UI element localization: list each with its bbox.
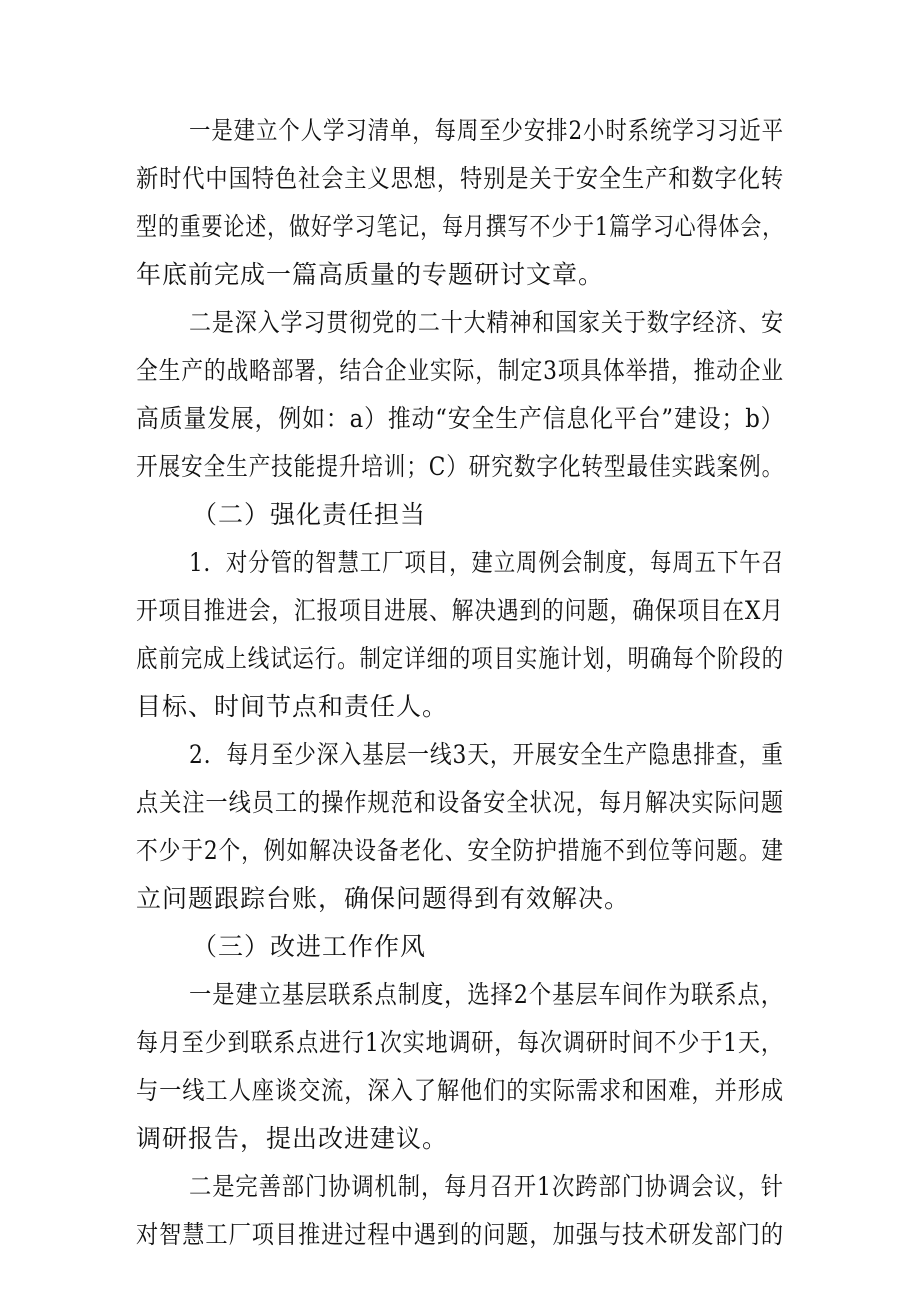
text-line: 年底前完成一篇高质量的专题研讨文章。 xyxy=(136,260,605,289)
text-line: 1．对分管的智慧工厂项目，建立周例会制度，每周五下午召 xyxy=(189,548,784,577)
text-line: 调研报告，提出改进建议。 xyxy=(136,1124,449,1153)
text-line: 二是深入学习贯彻党的二十大精神和国家关于数字经济、安 xyxy=(189,308,785,337)
text-line: 开项目推进会，汇报项目进展、解决遇到的问题，确保项目在X月 xyxy=(136,596,784,625)
text-line: 型的重要论述，做好学习笔记，每月撰写不少于1篇学习心得体会， xyxy=(136,212,784,241)
text-line: 每月至少到联系点进行1次实地调研，每次调研时间不少于1天， xyxy=(136,1028,784,1057)
text-line: 底前完成上线试运行。制定详细的项目实施计划，明确每个阶段的 xyxy=(136,644,785,673)
text-line: 开展安全生产技能提升培训；C）研究数字化转型最佳实践案例。 xyxy=(136,452,785,481)
text-line: 与一线工人座谈交流，深入了解他们的实际需求和困难，并形成 xyxy=(136,1076,785,1105)
text-line: 目标、时间节点和责任人。 xyxy=(136,692,449,721)
text-line: 不少于2个，例如解决设备老化、安全防护措施不到位等问题。建 xyxy=(136,836,784,865)
text-line: 一是建立基层联系点制度，选择2个基层车间作为联系点， xyxy=(189,980,784,1009)
text-line: 点关注一线员工的操作规范和设备安全状况，每月解决实际问题 xyxy=(136,788,785,817)
text-line: 高质量发展，例如：a）推动“安全生产信息化平台”建设；b） xyxy=(136,404,785,433)
section-heading-work-style: （三）改进工作作风 xyxy=(192,932,427,961)
text-line: 全生产的战略部署，结合企业实际，制定3项具体举措，推动企业 xyxy=(136,356,784,385)
text-line: 一是建立个人学习清单，每周至少安排2小时系统学习习近平 xyxy=(189,116,784,145)
text-line: 立问题跟踪台账，确保问题得到有效解决。 xyxy=(136,884,631,913)
section-heading-responsibility: （二）强化责任担当 xyxy=(192,500,427,529)
text-line: 对智慧工厂项目推进过程中遇到的问题，加强与技术研发部门的 xyxy=(136,1220,785,1249)
text-line: 二是完善部门协调机制，每月召开1次跨部门协调会议，针 xyxy=(189,1172,784,1201)
text-line: 2．每月至少深入基层一线3天，开展安全生产隐患排查，重 xyxy=(189,740,784,769)
text-line: 新时代中国特色社会主义思想，特别是关于安全生产和数字化转 xyxy=(136,164,785,193)
